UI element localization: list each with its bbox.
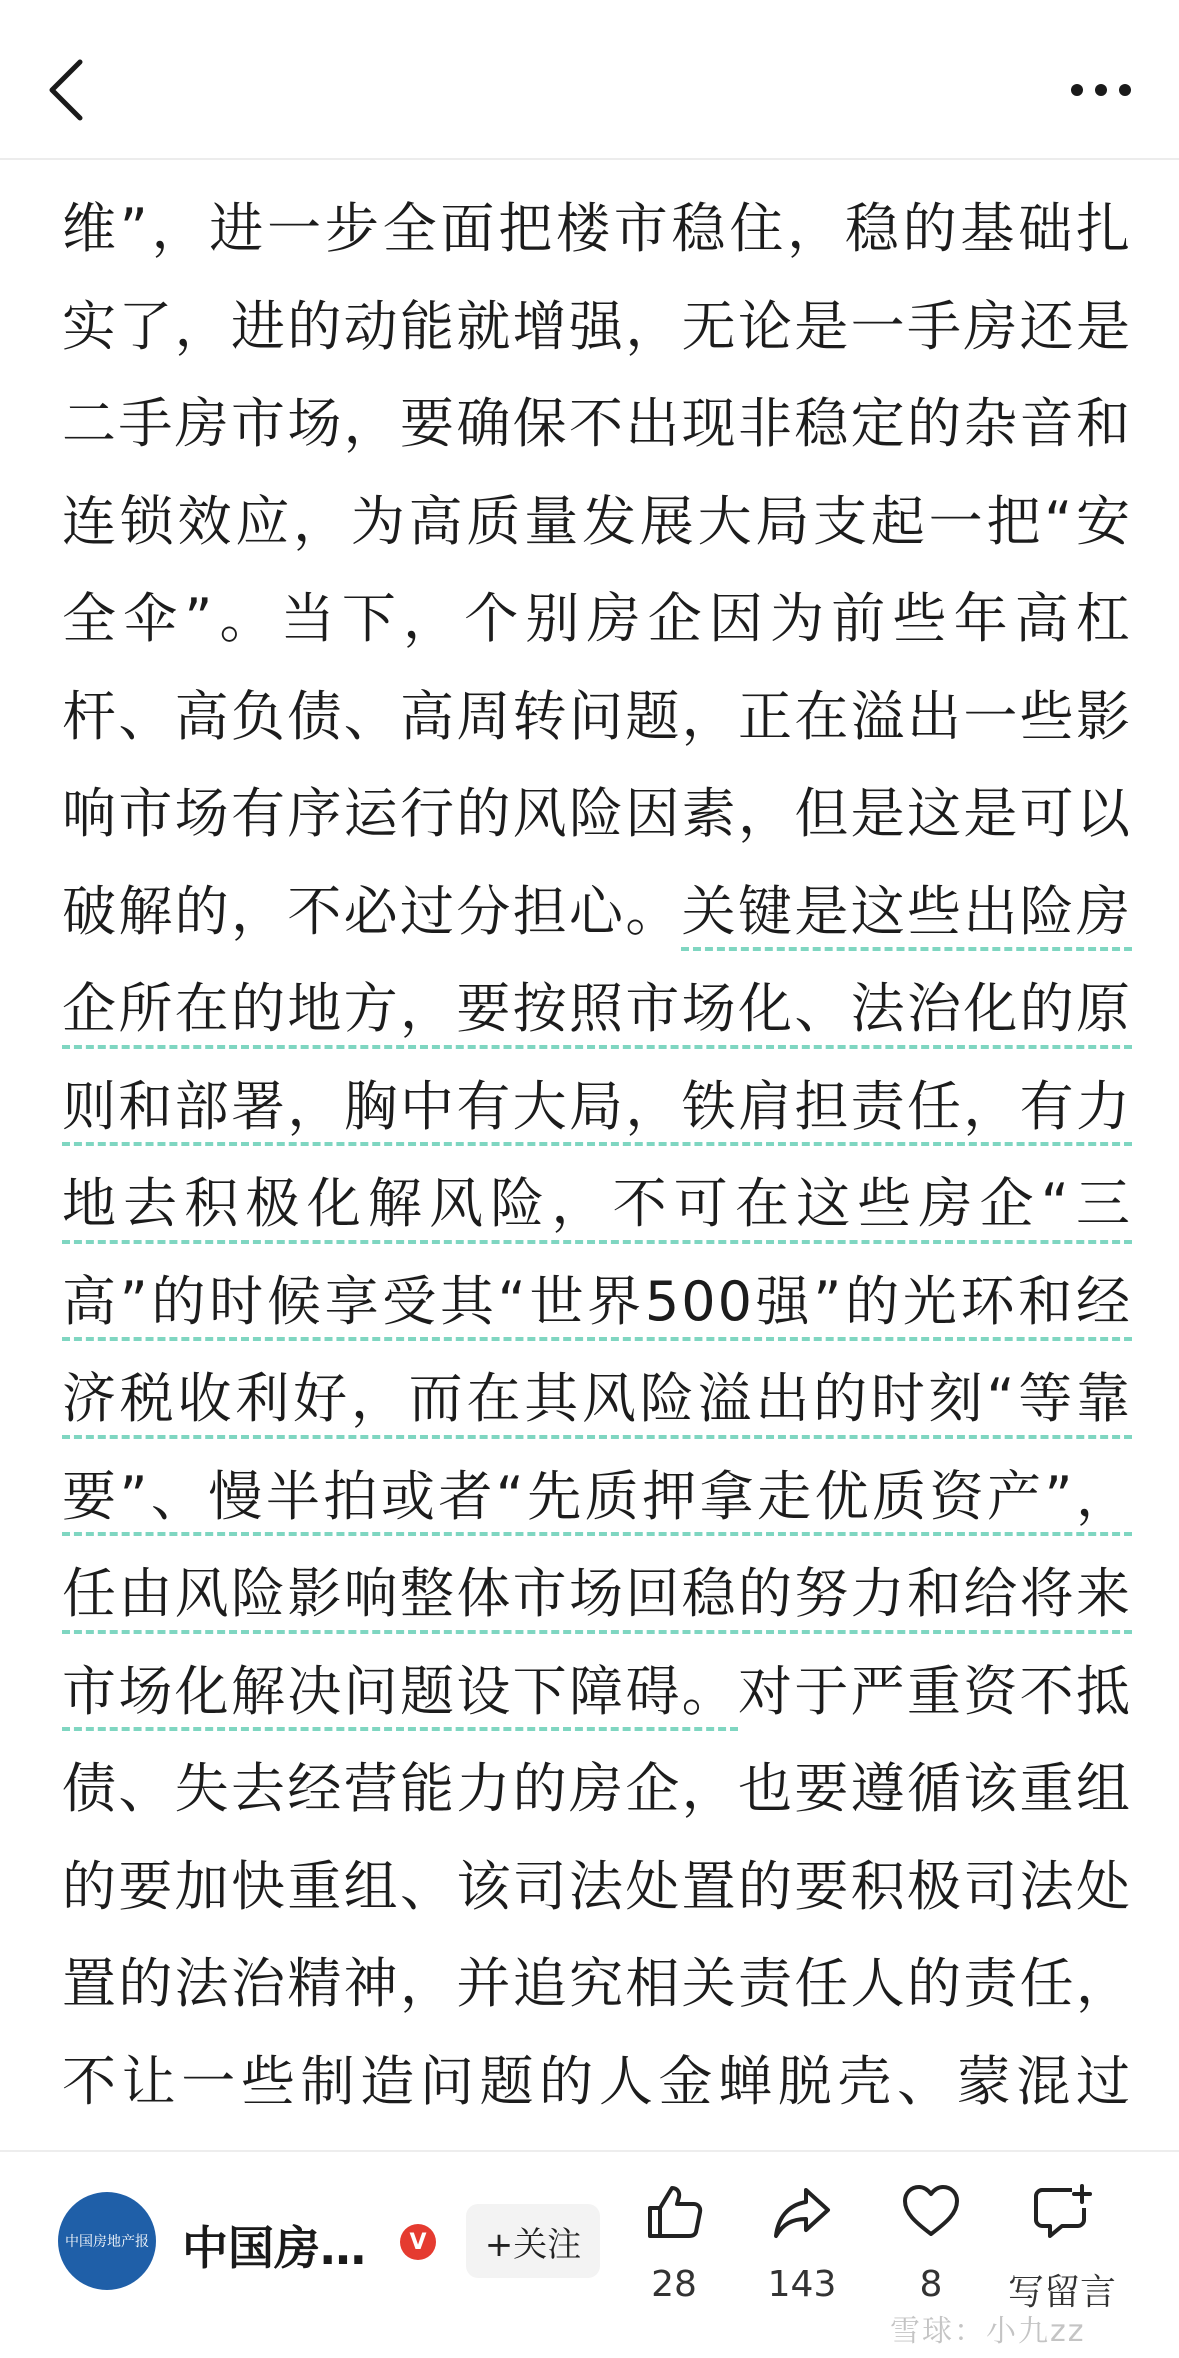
highlighted-text-segment[interactable]: 关键是这些出险房企所在的地方，要按照市场化、法治化的原则和部署，胸中有大局，铁肩担责任，有力地去积极化解风险，不可在这些房企“三高”的时候享受其“世界500强”的光环和经济税收利好，而在其风险溢出的时刻“等靠要”、慢半拍或者“先质押拿走优质资产”，任由风险影响整体市场回稳的努力和给将来市场化解决问题设下障碍。 bbox=[62, 879, 1133, 1723]
article-paragraph bbox=[62, 160, 1132, 2228]
verified-badge: V bbox=[400, 2224, 436, 2260]
like-count: 28 bbox=[651, 2264, 697, 2305]
author-name[interactable]: 中国房… bbox=[182, 2221, 366, 2275]
favorite-count: 8 bbox=[919, 2264, 943, 2305]
heart-icon bbox=[899, 2180, 963, 2244]
avatar-logo-text: 中国房地产报 bbox=[65, 2234, 149, 2250]
follow-button[interactable]: +关注 bbox=[466, 2204, 600, 2278]
more-button[interactable] bbox=[1063, 66, 1139, 114]
article-text-segment: 对于严重资不抵债、失去经营能力的房企，也要遵循该重组的要加快重组、该司法处置的要积极司法处置的法治精神，并追究相关责任人的责任，不让一些制造问题的人金蝉脱壳、蒙混过 bbox=[62, 1659, 1132, 2113]
author-avatar[interactable] bbox=[58, 2192, 156, 2290]
watermark-text: 雪球：小九zz bbox=[890, 2314, 1086, 2349]
like-button[interactable] bbox=[604, 2180, 744, 2330]
top-nav bbox=[0, 0, 1179, 160]
thumbs-up-icon bbox=[642, 2180, 706, 2244]
share-button[interactable] bbox=[732, 2180, 872, 2330]
back-button[interactable] bbox=[36, 52, 96, 128]
share-count: 143 bbox=[767, 2264, 837, 2305]
comment-plus-icon bbox=[1030, 2180, 1094, 2244]
share-arrow-icon bbox=[770, 2180, 834, 2244]
more-dots-icon bbox=[1069, 82, 1133, 98]
chevron-left-icon bbox=[46, 58, 86, 122]
comment-label: 写留言 bbox=[1007, 2272, 1116, 2313]
article-text-segment: 维”，进一步全面把楼市稳住，稳的基础扎实了，进的动能就增强，无论是一手房还是二手房市场，要确保不出现非稳定的杂音和连锁效应，为高质量发展大局支起一把“安全伞”。当下，个别房企因为前些年高杠杆、高负债、高周转问题，正在溢出一些影响市场有序运行的风险因素，但是这是可以破解的，不必过分担心。 bbox=[62, 197, 1132, 943]
article-body bbox=[62, 160, 1132, 2145]
